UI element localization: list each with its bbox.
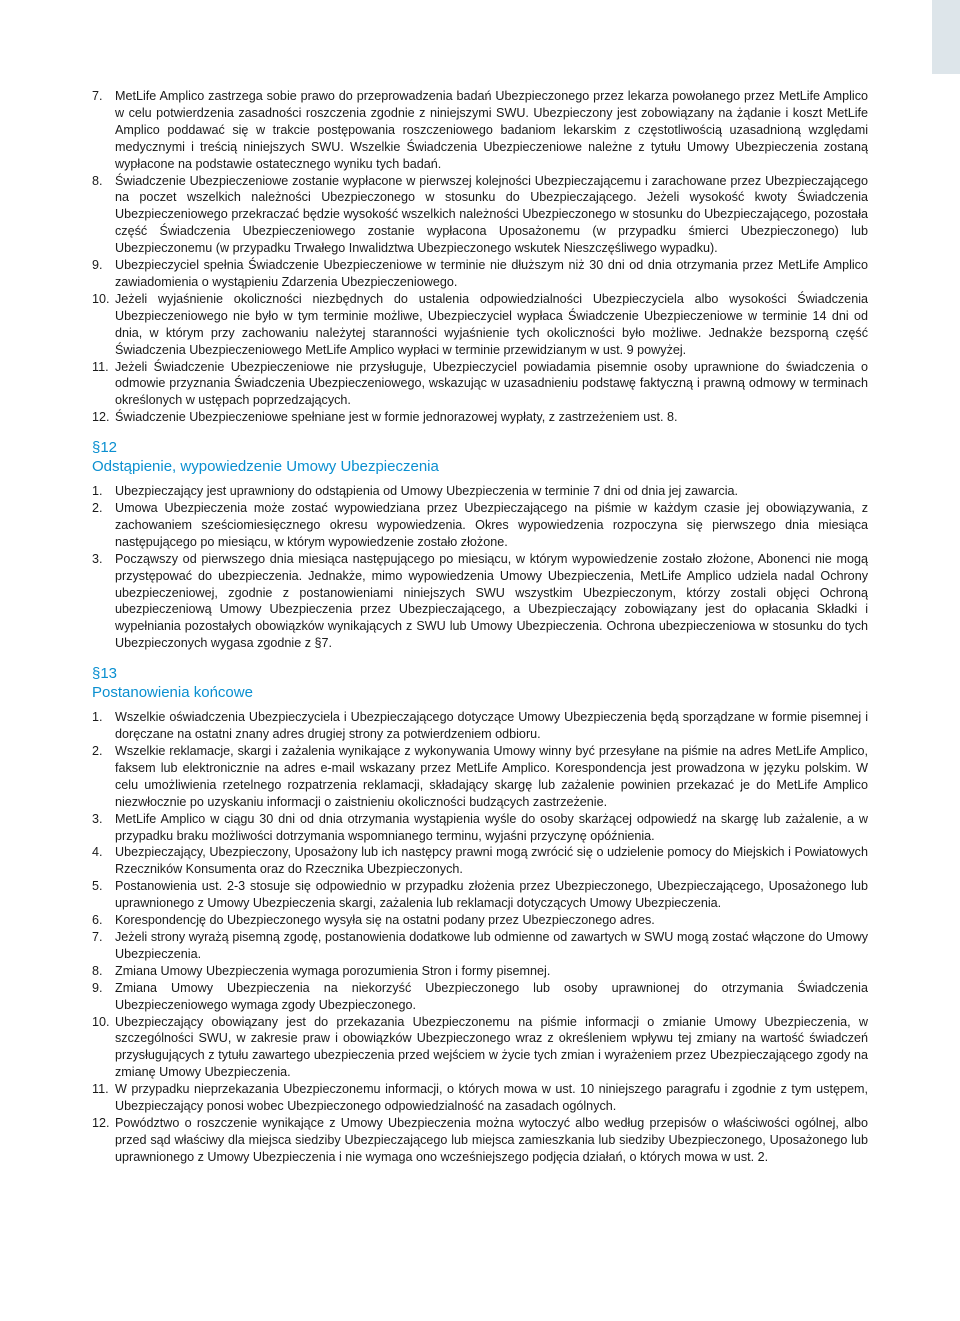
section-13-list — [92, 709, 868, 1165]
item-text: Ubezpieczający obowiązany jest do przekazania Ubezpieczonemu na piśmie informacji o zmianie Umowy Ubezpieczenia, w szczególności SWU, w zakresie praw i obowiązków Ubezpieczonego wraz z określeniem wpływu tej zmiany na wartość świadczeń przysługujących z tytułu zawartego ubezpieczenia przed wejściem w życie tych zmian i wyrażeniem przez Ubezpieczającego zgody na zmianę Umowy Ubezpieczenia. — [115, 1014, 868, 1080]
claims-list — [92, 88, 868, 426]
item-text: Wszelkie oświadczenia Ubezpieczyciela i Ubezpieczającego dotyczące Umowy Ubezpieczenia będą sporządzane w formie pisemnej i doręczane na ostatni znany adres drugiej strony za potwierdzeniem odbioru. — [115, 710, 868, 742]
item-text: Jeżeli wyjaśnienie okoliczności niezbędnych do ustalenia odpowiedzialności Ubezpieczyciela albo wysokości Świadczenia Ubezpieczeniowego nie było w tym terminie możliwe, Ubezpieczyciel wypłaca Świadczenie Ubezpieczeniowe w terminie 14 dni od dnia, w którym przy zachowaniu należytej staranności wyjaśnienie tych okoliczności było możliwe. Jednakże bezsporną część Świadczenia Ubezpieczeniowego MetLife Amplico wypłaci w terminie przewidzianym w ust. 9 powyżej. — [115, 291, 868, 357]
list-item — [92, 743, 868, 811]
list-item — [92, 980, 868, 1014]
list-item — [92, 409, 868, 426]
list-item — [92, 1014, 868, 1082]
list-item — [92, 878, 868, 912]
list-item — [92, 709, 868, 743]
list-item — [92, 359, 868, 410]
item-text: Jeżeli strony wyrażą pisemną zgodę, postanowienia dodatkowe lub odmienne od zawartych w SWU mogą zostać włączone do Umowy Ubezpieczenia. — [115, 929, 868, 961]
list-item — [92, 500, 868, 551]
list-item — [92, 929, 868, 963]
item-text: Powództwo o roszczenie wynikające z Umowy Ubezpieczenia można wytoczyć albo według przepisów o właściwości ogólnej, albo przed sąd właściwy dla miejsca siedziby Ubezpieczającego lub miejsca zamieszkania lub siedziby Ubezpieczonego, Uposażonego lub uprawnionego z Umowy Ubezpieczenia i nie wymaga ono wcześniejszego podjęcia działań, o których mowa w ust. 2. — [115, 1115, 868, 1164]
item-number: 10. — [92, 1014, 110, 1029]
item-number: 8. — [92, 963, 103, 978]
item-text: Korespondencję do Ubezpieczonego wysyła się na ostatni podany przez Ubezpieczonego adres. — [115, 913, 655, 928]
item-number: 9. — [92, 980, 103, 995]
list-item — [92, 483, 868, 500]
item-number: 11. — [92, 1082, 109, 1097]
list-item — [92, 811, 868, 845]
item-number: 4. — [92, 845, 103, 860]
item-text: Zmiana Umowy Ubezpieczenia wymaga porozumienia Stron i formy pisemnej. — [115, 963, 551, 978]
list-item — [92, 1081, 868, 1115]
item-text: MetLife Amplico w ciągu 30 dni od dnia otrzymania wystąpienia wyśle do osoby skarżącej odpowiedź na skargę lub zażalenie, a w przypadku braku możliwości dotrzymania wspomnianego terminu, wyjaśni przyczynę opóźnienia. — [115, 811, 868, 843]
item-text: Umowa Ubezpieczenia może zostać wypowiedziana przez Ubezpieczającego na piśmie w każdym czasie jej obowiązywania, z zachowaniem sześciomiesięcznego okresu wypowiedzenia. Okres wypowiedzenia rozpoczyna się pierwszego dnia miesiąca następującego po miesiącu, w którym wypowiedzenie zostało złożone. — [115, 501, 868, 549]
item-number: 9. — [92, 258, 103, 273]
item-text: Jeżeli Świadczenie Ubezpieczeniowe nie przysługuje, Ubezpieczyciel powiadamia pisemnie osoby uprawnione do świadczenia o odmowie przyznania Świadczenia Ubezpieczeniowego, wskazując w uzasadnieniu podstawę faktyczną i prawną odmowy w terminach określonych w ustępach poprzedzających. — [115, 359, 868, 408]
item-number: 12. — [92, 1115, 110, 1130]
item-number: 7. — [92, 89, 103, 103]
section-13-title: Postanowienia końcowe — [92, 684, 253, 702]
item-text: Począwszy od pierwszego dnia miesiąca następującego po miesiącu, w którym wypowiedzenie zostało złożone, Abonenci nie mogą przystępować do ubezpieczenia. Jednakże, mimo wypowiedzenia Umowy Ubezpieczenia, MetLife Amplico udziela nadal Ochrony ubezpieczeniowej, zgodnie z postanowieniami niniejszych SWU wszystkim Ubezpieczonym, którzy zostali objęci Ochroną ubezpieczeniową Umowy Ubezpieczenia przez Ubezpieczającego, a Ubezpieczający zobowiązany jest do opłacania Składki i wypełniania pozostałych obowiązków wynikających z SWU lub Umowy Ubezpieczenia. Ochrona ubezpieczeniowa w stosunku do tych Ubezpieczonych wygasa zgodnie z §7. — [115, 551, 868, 651]
item-number: 1. — [92, 710, 103, 725]
list-item — [92, 844, 868, 878]
item-text: W przypadku nieprzekazania Ubezpieczonemu informacji, o których mowa w ust. 10 niniejszego paragrafu i zgodnie z tym ustępem, Ubezpieczający ponosi wobec Ubezpieczonego odpowiedzialność na zasadach ogólnych. — [115, 1082, 868, 1114]
list-item — [92, 291, 868, 359]
item-number: 8. — [92, 173, 103, 188]
item-number: 11. — [92, 359, 109, 374]
section-12-title: Odstąpienie, wypowiedzenie Umowy Ubezpieczenia — [92, 458, 439, 476]
list-item — [92, 963, 868, 980]
item-text: Ubezpieczyciel spełnia Świadczenie Ubezpieczeniowe w terminie nie dłuższym niż 30 dni od dnia otrzymania przez MetLife Amplico zawiadomienia o wystąpieniu Zdarzenia Ubezpieczeniowego. — [115, 258, 868, 289]
item-text: Zmiana Umowy Ubezpieczenia na niekorzyść Ubezpieczonego lub osoby uprawnionej do otrzymania Świadczenia Ubezpieczeniowego wymaga zgody Ubezpieczonego. — [115, 980, 868, 1012]
item-text: Wszelkie reklamacje, skargi i zażalenia wynikające z wykonywania Umowy winny być przesyłane na piśmie na adres MetLife Amplico, faksem lub elektronicznie na adres e-mail wskazany przez MetLife Amplico. Korespondencja jest prowadzona w języku polskim. W celu umożliwienia rzetelnego rozpatrzenia reklamacji, składający skargę lub zażalenie powinien przekazać je do MetLife Amplico niezwłocznie po uzyskaniu informacji o zaistnieniu okoliczności budzących zastrzeżenie. — [115, 744, 868, 809]
item-number: 3. — [92, 551, 103, 566]
item-text: Świadczenie Ubezpieczeniowe zostanie wypłacone w pierwszej kolejności Ubezpieczającemu i zarachowane przez Ubezpieczającego na poczet wszelkich należności Ubezpieczonego w stosunku do Ubezpieczającego. Jeżeli wysokość kwoty Świadczenia Ubezpieczeniowego przekraczać będzie wysokość wszelkich należności Ubezpieczonego w stosunku do Ubezpieczającego, pozostała część Świadczenia Ubezpieczeniowego zostanie wypłacona Uposażonemu (w przypadku śmierci Ubezpieczonego) lub Ubezpieczonemu (w przypadku Trwałego Inwalidztwa Ubezpieczonego wskutek Nieszczęśliwego wypadku). — [115, 173, 868, 256]
item-number: 1. — [92, 484, 103, 499]
item-number: 12. — [92, 410, 110, 425]
list-item — [92, 912, 868, 929]
document-content — [92, 88, 868, 1166]
item-number: 10. — [92, 291, 110, 306]
page-edge-tab — [932, 0, 960, 74]
item-text: Ubezpieczający, Ubezpieczony, Uposażony lub ich następcy prawni mogą zwrócić się o udzielenie pomocy do Miejskich i Powiatowych Rzeczników Konsumenta oraz do Rzecznika Ubezpieczonych. — [115, 845, 868, 877]
section-12-list — [92, 483, 868, 652]
item-number: 2. — [92, 744, 103, 758]
item-text: Ubezpieczający jest uprawniony do odstąpienia od Umowy Ubezpieczenia w terminie 7 dni od dnia jej zawarcia. — [115, 484, 739, 499]
item-number: 6. — [92, 913, 103, 928]
item-text: Świadczenie Ubezpieczeniowe spełniane jest w formie jednorazowej wypłaty, z zastrzeżeniem ust. 8. — [115, 410, 678, 425]
item-number: 7. — [92, 929, 103, 944]
section-12-sign: §12 — [92, 439, 118, 457]
section-13-sign: §13 — [92, 665, 118, 683]
item-text: Postanowienia ust. 2-3 stosuje się odpowiednio w przypadku złożenia przez Ubezpieczonego, Ubezpieczającego, Uposażonego lub uprawnionego z Umowy Ubezpieczenia skargi, zażalenia lub reklamacji dotyczących Umowy Ubezpieczenia. — [115, 879, 868, 911]
list-item — [92, 551, 868, 652]
item-number: 5. — [92, 879, 103, 894]
list-item — [92, 88, 868, 173]
list-item — [92, 257, 868, 291]
item-number: 3. — [92, 811, 103, 826]
item-text: MetLife Amplico zastrzega sobie prawo do przeprowadzenia badań Ubezpieczonego przez lekarza powołanego przez MetLife Amplico w celu potwierdzenia zasadności roszczenia zgodnie z niniejszymi SWU. Ubezpieczony jest zobowiązany na żądanie i koszt MetLife Amplico poddawać się w trakcie postępowania roszczeniowego badaniom lekarskim z częstotliwością uzasadnioną względami medycznymi i treścią niniejszych SWU. Wszelkie Świadczenia Ubezpieczeniowe należne z tytułu Umowy Ubezpieczenia zostaną wypłacone na podstawie ostatecznego wyniku tych badań. — [115, 89, 868, 171]
item-number: 2. — [92, 501, 103, 516]
list-item — [92, 173, 868, 258]
list-item — [92, 1115, 868, 1166]
